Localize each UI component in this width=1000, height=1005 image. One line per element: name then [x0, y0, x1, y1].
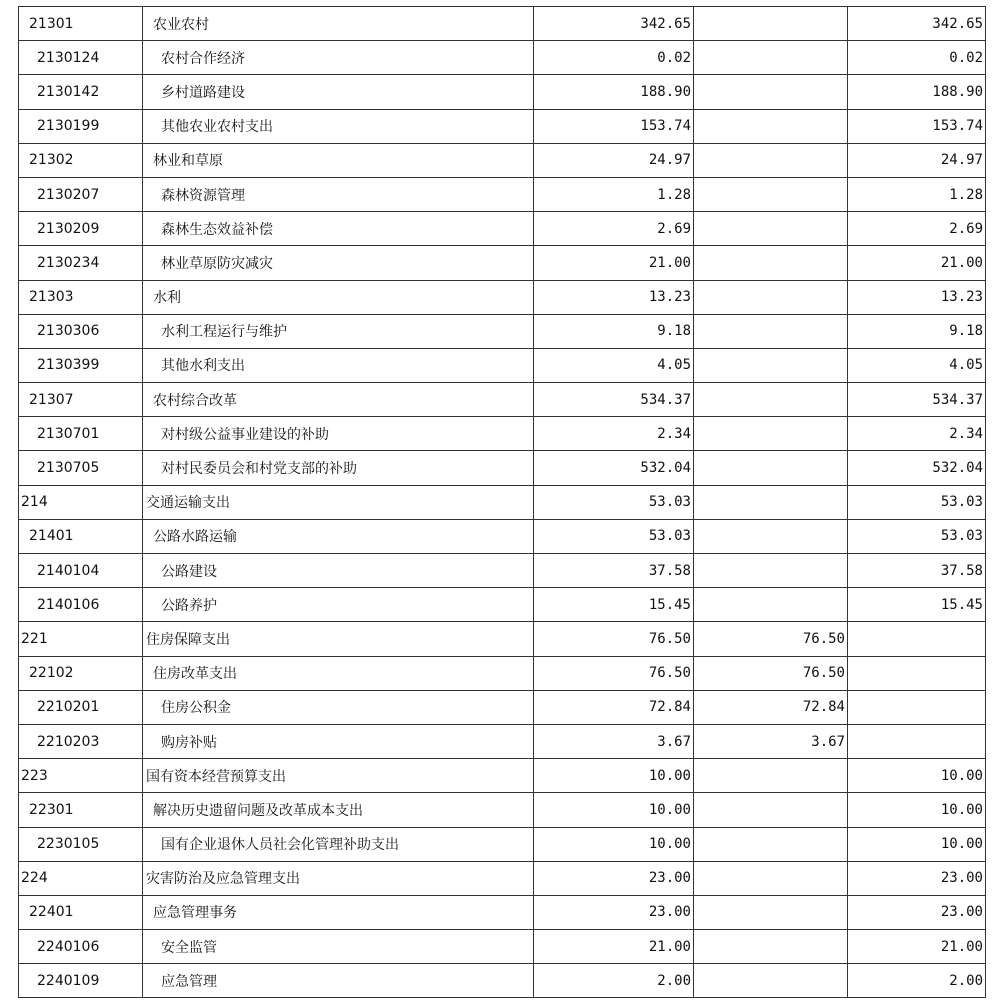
table-row — [19, 519, 986, 553]
total-amount-cell: 188.90 — [534, 75, 694, 109]
subject-code-cell: 2130142 — [19, 75, 143, 109]
basic-expenditure-cell — [694, 280, 848, 314]
project-expenditure-cell: 2.34 — [848, 417, 986, 451]
project-expenditure-cell: 2.00 — [848, 964, 986, 998]
basic-expenditure-cell — [694, 485, 848, 519]
basic-expenditure-cell — [694, 519, 848, 553]
basic-expenditure-cell — [694, 246, 848, 280]
subject-code-cell: 2240109 — [19, 964, 143, 998]
subject-name-cell: 住房改革支出 — [143, 656, 534, 690]
basic-expenditure-cell — [694, 7, 848, 41]
total-amount-cell: 153.74 — [534, 109, 694, 143]
project-expenditure-cell: 21.00 — [848, 246, 986, 280]
project-expenditure-cell — [848, 724, 986, 758]
table-row — [19, 690, 986, 724]
subject-code-cell: 2210201 — [19, 690, 143, 724]
subject-name-cell: 住房保障支出 — [143, 622, 534, 656]
basic-expenditure-cell — [694, 314, 848, 348]
total-amount-cell: 37.58 — [534, 554, 694, 588]
basic-expenditure-cell — [694, 930, 848, 964]
subject-code-cell: 221 — [19, 622, 143, 656]
subject-name-cell: 公路建设 — [143, 554, 534, 588]
subject-code-cell: 2130234 — [19, 246, 143, 280]
total-amount-cell: 21.00 — [534, 246, 694, 280]
subject-code-cell: 22401 — [19, 895, 143, 929]
table-row — [19, 895, 986, 929]
table-row — [19, 383, 986, 417]
basic-expenditure-cell — [694, 212, 848, 246]
table-row — [19, 622, 986, 656]
table-row — [19, 246, 986, 280]
subject-name-cell: 森林资源管理 — [143, 177, 534, 211]
subject-name-cell: 农村合作经济 — [143, 41, 534, 75]
total-amount-cell: 2.00 — [534, 964, 694, 998]
basic-expenditure-cell — [694, 964, 848, 998]
basic-expenditure-cell — [694, 348, 848, 382]
subject-name-cell: 应急管理 — [143, 964, 534, 998]
total-amount-cell: 72.84 — [534, 690, 694, 724]
subject-name-cell: 解决历史遗留问题及改革成本支出 — [143, 793, 534, 827]
total-amount-cell: 3.67 — [534, 724, 694, 758]
project-expenditure-cell: 15.45 — [848, 588, 986, 622]
subject-name-cell: 林业和草原 — [143, 143, 534, 177]
table-row — [19, 930, 986, 964]
table-row — [19, 143, 986, 177]
basic-expenditure-cell — [694, 75, 848, 109]
basic-expenditure-cell — [694, 554, 848, 588]
basic-expenditure-cell — [694, 827, 848, 861]
subject-code-cell: 2210203 — [19, 724, 143, 758]
project-expenditure-cell: 1.28 — [848, 177, 986, 211]
project-expenditure-cell: 10.00 — [848, 827, 986, 861]
basic-expenditure-cell: 3.67 — [694, 724, 848, 758]
table-row — [19, 314, 986, 348]
table-row — [19, 827, 986, 861]
subject-code-cell: 224 — [19, 861, 143, 895]
subject-name-cell: 森林生态效益补偿 — [143, 212, 534, 246]
project-expenditure-cell: 23.00 — [848, 895, 986, 929]
table-row — [19, 348, 986, 382]
subject-name-cell: 应急管理事务 — [143, 895, 534, 929]
subject-code-cell: 2130124 — [19, 41, 143, 75]
total-amount-cell: 10.00 — [534, 827, 694, 861]
basic-expenditure-cell — [694, 109, 848, 143]
basic-expenditure-cell — [694, 861, 848, 895]
basic-expenditure-cell — [694, 177, 848, 211]
subject-code-cell: 223 — [19, 759, 143, 793]
total-amount-cell: 532.04 — [534, 451, 694, 485]
subject-code-cell: 22301 — [19, 793, 143, 827]
project-expenditure-cell: 4.05 — [848, 348, 986, 382]
subject-name-cell: 林业草原防灾减灾 — [143, 246, 534, 280]
project-expenditure-cell: 37.58 — [848, 554, 986, 588]
basic-expenditure-cell: 76.50 — [694, 622, 848, 656]
subject-code-cell: 2130209 — [19, 212, 143, 246]
project-expenditure-cell: 532.04 — [848, 451, 986, 485]
subject-code-cell: 2130399 — [19, 348, 143, 382]
subject-name-cell: 农村综合改革 — [143, 383, 534, 417]
project-expenditure-cell — [848, 656, 986, 690]
project-expenditure-cell: 10.00 — [848, 793, 986, 827]
subject-name-cell: 对村民委员会和村党支部的补助 — [143, 451, 534, 485]
subject-code-cell: 21401 — [19, 519, 143, 553]
table-row — [19, 588, 986, 622]
total-amount-cell: 2.34 — [534, 417, 694, 451]
project-expenditure-cell: 24.97 — [848, 143, 986, 177]
basic-expenditure-cell — [694, 793, 848, 827]
project-expenditure-cell: 53.03 — [848, 519, 986, 553]
subject-name-cell: 购房补贴 — [143, 724, 534, 758]
project-expenditure-cell: 21.00 — [848, 930, 986, 964]
subject-code-cell: 21303 — [19, 280, 143, 314]
project-expenditure-cell: 188.90 — [848, 75, 986, 109]
subject-name-cell: 灾害防治及应急管理支出 — [143, 861, 534, 895]
total-amount-cell: 9.18 — [534, 314, 694, 348]
subject-name-cell: 住房公积金 — [143, 690, 534, 724]
subject-code-cell: 2130701 — [19, 417, 143, 451]
basic-expenditure-cell — [694, 41, 848, 75]
project-expenditure-cell: 534.37 — [848, 383, 986, 417]
project-expenditure-cell — [848, 622, 986, 656]
subject-code-cell: 21307 — [19, 383, 143, 417]
total-amount-cell: 21.00 — [534, 930, 694, 964]
subject-code-cell: 2240106 — [19, 930, 143, 964]
table-row — [19, 793, 986, 827]
table-row — [19, 417, 986, 451]
subject-name-cell: 对村级公益事业建设的补助 — [143, 417, 534, 451]
basic-expenditure-cell: 76.50 — [694, 656, 848, 690]
subject-code-cell: 2140104 — [19, 554, 143, 588]
subject-code-cell: 2130199 — [19, 109, 143, 143]
table-row — [19, 451, 986, 485]
total-amount-cell: 342.65 — [534, 7, 694, 41]
subject-code-cell: 21302 — [19, 143, 143, 177]
table-row — [19, 280, 986, 314]
subject-name-cell: 国有资本经营预算支出 — [143, 759, 534, 793]
budget-table — [18, 6, 986, 998]
project-expenditure-cell: 53.03 — [848, 485, 986, 519]
total-amount-cell: 10.00 — [534, 793, 694, 827]
basic-expenditure-cell — [694, 759, 848, 793]
table-row — [19, 212, 986, 246]
subject-code-cell: 2140106 — [19, 588, 143, 622]
total-amount-cell: 76.50 — [534, 656, 694, 690]
table-row — [19, 177, 986, 211]
project-expenditure-cell: 23.00 — [848, 861, 986, 895]
subject-name-cell: 农业农村 — [143, 7, 534, 41]
subject-name-cell: 水利 — [143, 280, 534, 314]
subject-name-cell: 国有企业退休人员社会化管理补助支出 — [143, 827, 534, 861]
total-amount-cell: 23.00 — [534, 861, 694, 895]
subject-name-cell: 乡村道路建设 — [143, 75, 534, 109]
project-expenditure-cell: 153.74 — [848, 109, 986, 143]
subject-name-cell: 其他农业农村支出 — [143, 109, 534, 143]
project-expenditure-cell: 9.18 — [848, 314, 986, 348]
total-amount-cell: 2.69 — [534, 212, 694, 246]
subject-name-cell: 公路水路运输 — [143, 519, 534, 553]
table-row — [19, 485, 986, 519]
total-amount-cell: 24.97 — [534, 143, 694, 177]
total-amount-cell: 10.00 — [534, 759, 694, 793]
total-amount-cell: 1.28 — [534, 177, 694, 211]
subject-code-cell: 2130306 — [19, 314, 143, 348]
total-amount-cell: 53.03 — [534, 519, 694, 553]
subject-name-cell: 公路养护 — [143, 588, 534, 622]
table-row — [19, 724, 986, 758]
subject-code-cell: 21301 — [19, 7, 143, 41]
basic-expenditure-cell — [694, 895, 848, 929]
table-row — [19, 964, 986, 998]
table-row — [19, 41, 986, 75]
subject-name-cell: 安全监管 — [143, 930, 534, 964]
total-amount-cell: 23.00 — [534, 895, 694, 929]
basic-expenditure-cell — [694, 417, 848, 451]
table-row — [19, 554, 986, 588]
table-row — [19, 759, 986, 793]
total-amount-cell: 53.03 — [534, 485, 694, 519]
table-row — [19, 861, 986, 895]
basic-expenditure-cell: 72.84 — [694, 690, 848, 724]
total-amount-cell: 0.02 — [534, 41, 694, 75]
basic-expenditure-cell — [694, 143, 848, 177]
project-expenditure-cell — [848, 690, 986, 724]
total-amount-cell: 534.37 — [534, 383, 694, 417]
subject-name-cell: 其他水利支出 — [143, 348, 534, 382]
project-expenditure-cell: 2.69 — [848, 212, 986, 246]
subject-name-cell: 交通运输支出 — [143, 485, 534, 519]
table-row — [19, 109, 986, 143]
subject-code-cell: 2130705 — [19, 451, 143, 485]
subject-name-cell: 水利工程运行与维护 — [143, 314, 534, 348]
total-amount-cell: 13.23 — [534, 280, 694, 314]
subject-code-cell: 2130207 — [19, 177, 143, 211]
basic-expenditure-cell — [694, 451, 848, 485]
subject-code-cell: 2230105 — [19, 827, 143, 861]
basic-expenditure-cell — [694, 588, 848, 622]
basic-expenditure-cell — [694, 383, 848, 417]
table-row — [19, 7, 986, 41]
project-expenditure-cell: 0.02 — [848, 41, 986, 75]
project-expenditure-cell: 342.65 — [848, 7, 986, 41]
total-amount-cell: 76.50 — [534, 622, 694, 656]
total-amount-cell: 4.05 — [534, 348, 694, 382]
subject-code-cell: 22102 — [19, 656, 143, 690]
total-amount-cell: 15.45 — [534, 588, 694, 622]
budget-table-body — [19, 7, 986, 998]
table-row — [19, 75, 986, 109]
project-expenditure-cell: 13.23 — [848, 280, 986, 314]
subject-code-cell: 214 — [19, 485, 143, 519]
project-expenditure-cell: 10.00 — [848, 759, 986, 793]
table-row — [19, 656, 986, 690]
